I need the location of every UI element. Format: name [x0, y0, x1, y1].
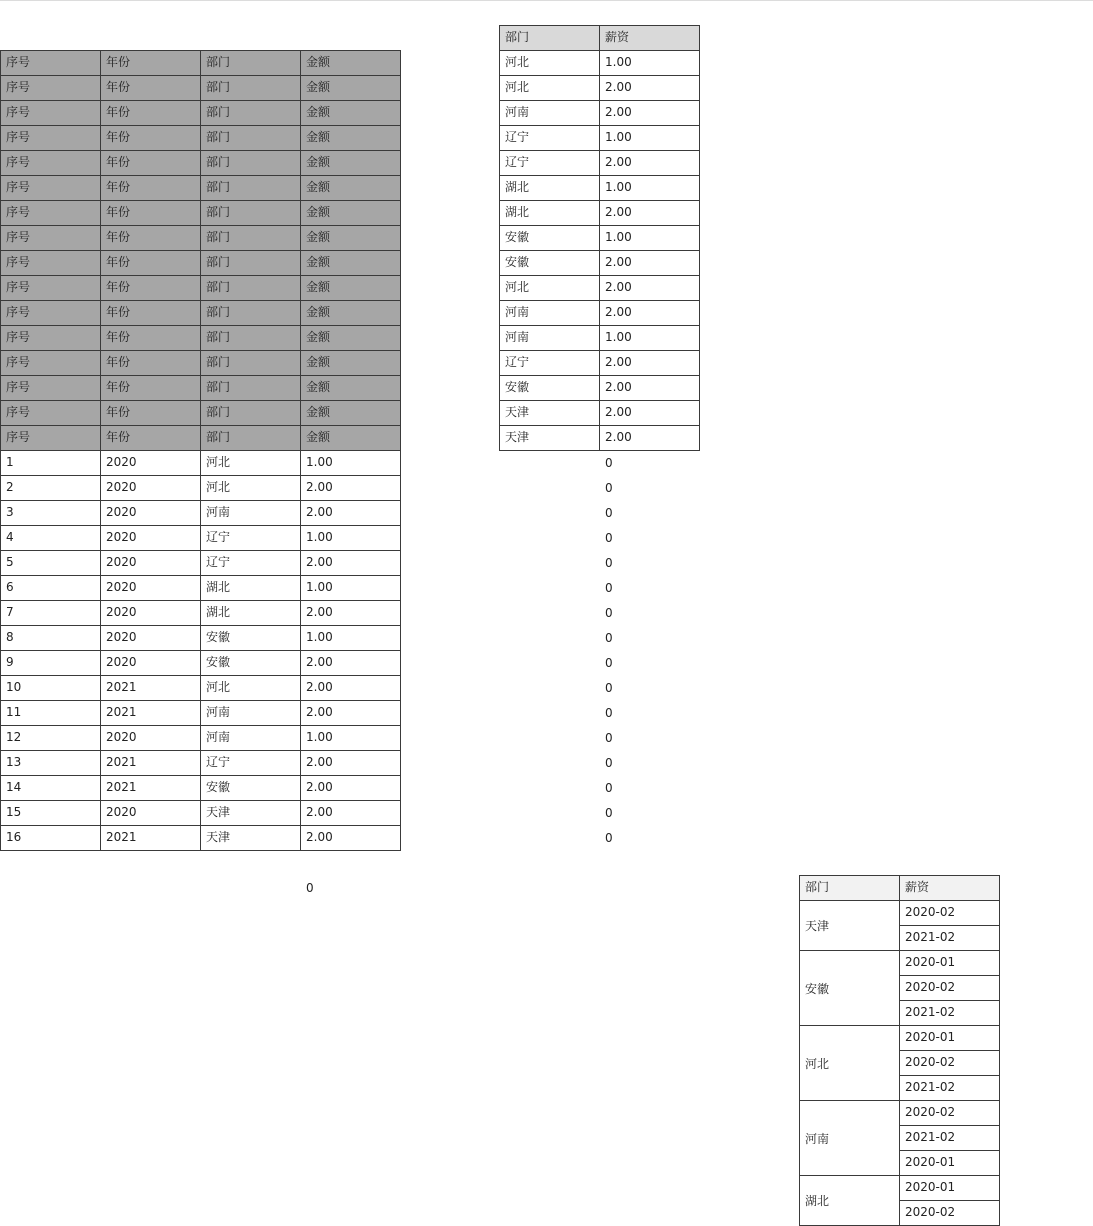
table-cell: 2.00: [300, 750, 401, 776]
table-cell: 2020: [100, 475, 201, 501]
header-cell: 部门: [200, 150, 301, 176]
header-cell: 部门: [499, 25, 600, 51]
table-cell: 2.00: [599, 200, 700, 226]
table-cell: 10: [0, 675, 101, 701]
table-cell: 2.00: [300, 650, 401, 676]
table-cell: 2.00: [599, 100, 700, 126]
table-cell: 河南: [200, 725, 301, 751]
table-cell: 河北: [200, 475, 301, 501]
table-cell: 8: [0, 625, 101, 651]
table-cell: 2.00: [300, 500, 401, 526]
header-cell: 年份: [100, 225, 201, 251]
month-cell: 2020-02: [899, 1100, 1000, 1126]
table-cell: 2021: [100, 700, 201, 726]
table-cell: 2020: [100, 600, 201, 626]
table-cell: 2020: [100, 625, 201, 651]
zero-value: 0: [605, 581, 613, 595]
table-cell: 1.00: [599, 325, 700, 351]
table-cell: 天津: [499, 400, 600, 426]
zero-value: 0: [605, 831, 613, 845]
table-cell: 河南: [499, 100, 600, 126]
zero-value: 0: [605, 556, 613, 570]
header-cell: 序号: [0, 325, 101, 351]
header-cell: 序号: [0, 275, 101, 301]
zero-value: 0: [605, 806, 613, 820]
table-cell: 1: [0, 450, 101, 476]
table-cell: 河南: [499, 300, 600, 326]
table-cell: 2.00: [599, 300, 700, 326]
table-cell: 5: [0, 550, 101, 576]
header-cell: 金额: [300, 325, 401, 351]
header-cell: 年份: [100, 75, 201, 101]
month-cell: 2020-02: [899, 1200, 1000, 1226]
zero-value: 0: [605, 506, 613, 520]
header-cell: 年份: [100, 175, 201, 201]
table-cell: 湖北: [200, 575, 301, 601]
header-cell: 序号: [0, 225, 101, 251]
table-cell: 辽宁: [499, 150, 600, 176]
table-cell: 2020: [100, 725, 201, 751]
header-cell: 金额: [300, 425, 401, 451]
header-cell: 序号: [0, 175, 101, 201]
zero-value: 0: [605, 756, 613, 770]
dept-cell: 安徽: [799, 950, 900, 1026]
header-cell: 部门: [200, 200, 301, 226]
header-cell: 部门: [200, 325, 301, 351]
header-cell: 序号: [0, 100, 101, 126]
header-cell: 薪资: [899, 875, 1000, 901]
header-cell: 金额: [300, 400, 401, 426]
table-cell: 2.00: [599, 400, 700, 426]
table-cell: 安徽: [499, 375, 600, 401]
table-cell: 2.00: [599, 425, 700, 451]
table-cell: 14: [0, 775, 101, 801]
table-cell: 2021: [100, 825, 201, 851]
table-cell: 16: [0, 825, 101, 851]
table-cell: 1.00: [300, 625, 401, 651]
table-cell: 天津: [200, 800, 301, 826]
zero-value: 0: [605, 681, 613, 695]
header-cell: 部门: [200, 125, 301, 151]
header-cell: 部门: [200, 300, 301, 326]
table-cell: 2.00: [300, 675, 401, 701]
table-cell: 2021: [100, 675, 201, 701]
table-cell: 2.00: [599, 350, 700, 376]
table-cell: 辽宁: [499, 350, 600, 376]
table-cell: 11: [0, 700, 101, 726]
header-cell: 序号: [0, 350, 101, 376]
table-cell: 1.00: [300, 450, 401, 476]
header-cell: 部门: [200, 350, 301, 376]
table-cell: 1.00: [300, 575, 401, 601]
table-cell: 2.00: [300, 800, 401, 826]
table-cell: 河北: [200, 675, 301, 701]
table-cell: 2.00: [300, 775, 401, 801]
table-cell: 安徽: [499, 225, 600, 251]
table-cell: 河北: [499, 75, 600, 101]
header-cell: 年份: [100, 350, 201, 376]
table-cell: 1.00: [599, 175, 700, 201]
header-cell: 年份: [100, 250, 201, 276]
top-divider: [0, 0, 1093, 1]
table-cell: 1.00: [300, 525, 401, 551]
header-cell: 金额: [300, 50, 401, 76]
dept-cell: 天津: [799, 900, 900, 951]
zero-value: 0: [605, 631, 613, 645]
table-cell: 河北: [200, 450, 301, 476]
header-cell: 金额: [300, 75, 401, 101]
table-cell: 13: [0, 750, 101, 776]
table-cell: 2.00: [599, 150, 700, 176]
table-cell: 2.00: [599, 275, 700, 301]
table-cell: 2.00: [599, 75, 700, 101]
header-cell: 序号: [0, 50, 101, 76]
month-cell: 2021-02: [899, 1075, 1000, 1101]
zero-value: 0: [605, 481, 613, 495]
header-cell: 年份: [100, 300, 201, 326]
header-cell: 序号: [0, 75, 101, 101]
table-cell: 湖北: [499, 200, 600, 226]
header-cell: 年份: [100, 125, 201, 151]
header-cell: 年份: [100, 400, 201, 426]
table-cell: 天津: [200, 825, 301, 851]
zero-value: 0: [605, 706, 613, 720]
table-cell: 2020: [100, 550, 201, 576]
table-cell: 1.00: [599, 50, 700, 76]
month-cell: 2021-02: [899, 1000, 1000, 1026]
table-cell: 2020: [100, 575, 201, 601]
table-cell: 2020: [100, 650, 201, 676]
table-cell: 安徽: [200, 650, 301, 676]
header-cell: 年份: [100, 425, 201, 451]
header-cell: 序号: [0, 400, 101, 426]
table-cell: 1.00: [300, 725, 401, 751]
month-cell: 2020-02: [899, 900, 1000, 926]
header-cell: 年份: [100, 200, 201, 226]
table-cell: 1.00: [599, 225, 700, 251]
header-cell: 序号: [0, 125, 101, 151]
month-cell: 2020-01: [899, 1150, 1000, 1176]
table-cell: 辽宁: [200, 525, 301, 551]
header-cell: 金额: [300, 350, 401, 376]
table-cell: 1.00: [599, 125, 700, 151]
header-cell: 部门: [200, 275, 301, 301]
header-cell: 序号: [0, 150, 101, 176]
table-cell: 河南: [499, 325, 600, 351]
header-cell: 金额: [300, 225, 401, 251]
header-cell: 部门: [799, 875, 900, 901]
header-cell: 年份: [100, 325, 201, 351]
table-cell: 9: [0, 650, 101, 676]
table-cell: 安徽: [200, 625, 301, 651]
table-cell: 湖北: [499, 175, 600, 201]
zero-value: 0: [605, 781, 613, 795]
table-cell: 河北: [499, 275, 600, 301]
month-cell: 2021-02: [899, 925, 1000, 951]
table-cell: 2.00: [300, 475, 401, 501]
header-cell: 序号: [0, 375, 101, 401]
dept-cell: 河南: [799, 1100, 900, 1176]
header-cell: 金额: [300, 125, 401, 151]
table-cell: 3: [0, 500, 101, 526]
header-cell: 金额: [300, 175, 401, 201]
month-cell: 2020-02: [899, 1050, 1000, 1076]
table-cell: 2.00: [599, 375, 700, 401]
zero-value: 0: [605, 731, 613, 745]
table-cell: 15: [0, 800, 101, 826]
table-cell: 2.00: [300, 600, 401, 626]
table-cell: 2020: [100, 500, 201, 526]
table-cell: 2020: [100, 800, 201, 826]
header-cell: 年份: [100, 50, 201, 76]
table-cell: 7: [0, 600, 101, 626]
table-cell: 河南: [200, 700, 301, 726]
header-cell: 序号: [0, 425, 101, 451]
header-cell: 部门: [200, 400, 301, 426]
table-cell: 2: [0, 475, 101, 501]
table-cell: 2021: [100, 750, 201, 776]
header-cell: 部门: [200, 75, 301, 101]
header-cell: 年份: [100, 375, 201, 401]
month-cell: 2021-02: [899, 1125, 1000, 1151]
table-cell: 河南: [200, 500, 301, 526]
table-cell: 4: [0, 525, 101, 551]
dept-cell: 河北: [799, 1025, 900, 1101]
table-cell: 辽宁: [200, 550, 301, 576]
table-cell: 河北: [499, 50, 600, 76]
table-cell: 2020: [100, 525, 201, 551]
header-cell: 部门: [200, 250, 301, 276]
zero-value: 0: [605, 531, 613, 545]
table-cell: 2.00: [599, 250, 700, 276]
header-cell: 金额: [300, 150, 401, 176]
header-cell: 序号: [0, 300, 101, 326]
header-cell: 金额: [300, 375, 401, 401]
table-cell: 湖北: [200, 600, 301, 626]
table-cell: 安徽: [200, 775, 301, 801]
header-cell: 年份: [100, 150, 201, 176]
dept-cell: 湖北: [799, 1175, 900, 1226]
table-cell: 天津: [499, 425, 600, 451]
header-cell: 序号: [0, 200, 101, 226]
table-cell: 安徽: [499, 250, 600, 276]
header-cell: 序号: [0, 250, 101, 276]
month-cell: 2020-02: [899, 975, 1000, 1001]
month-cell: 2020-01: [899, 950, 1000, 976]
header-cell: 薪资: [599, 25, 700, 51]
table-cell: 6: [0, 575, 101, 601]
header-cell: 部门: [200, 50, 301, 76]
table-cell: 2020: [100, 450, 201, 476]
header-cell: 部门: [200, 425, 301, 451]
zero-value: 0: [605, 456, 613, 470]
table-cell: 2.00: [300, 825, 401, 851]
header-cell: 金额: [300, 300, 401, 326]
header-cell: 金额: [300, 275, 401, 301]
table-cell: 2.00: [300, 550, 401, 576]
header-cell: 年份: [100, 275, 201, 301]
header-cell: 金额: [300, 250, 401, 276]
month-cell: 2020-01: [899, 1175, 1000, 1201]
zero-value: 0: [605, 656, 613, 670]
header-cell: 金额: [300, 100, 401, 126]
table-cell: 辽宁: [200, 750, 301, 776]
header-cell: 部门: [200, 100, 301, 126]
zero-value: 0: [605, 606, 613, 620]
footer-value: 0: [306, 881, 314, 895]
month-cell: 2020-01: [899, 1025, 1000, 1051]
header-cell: 部门: [200, 375, 301, 401]
table-cell: 2021: [100, 775, 201, 801]
header-cell: 部门: [200, 175, 301, 201]
table-cell: 辽宁: [499, 125, 600, 151]
table-cell: 2.00: [300, 700, 401, 726]
header-cell: 年份: [100, 100, 201, 126]
header-cell: 部门: [200, 225, 301, 251]
header-cell: 金额: [300, 200, 401, 226]
table-cell: 12: [0, 725, 101, 751]
